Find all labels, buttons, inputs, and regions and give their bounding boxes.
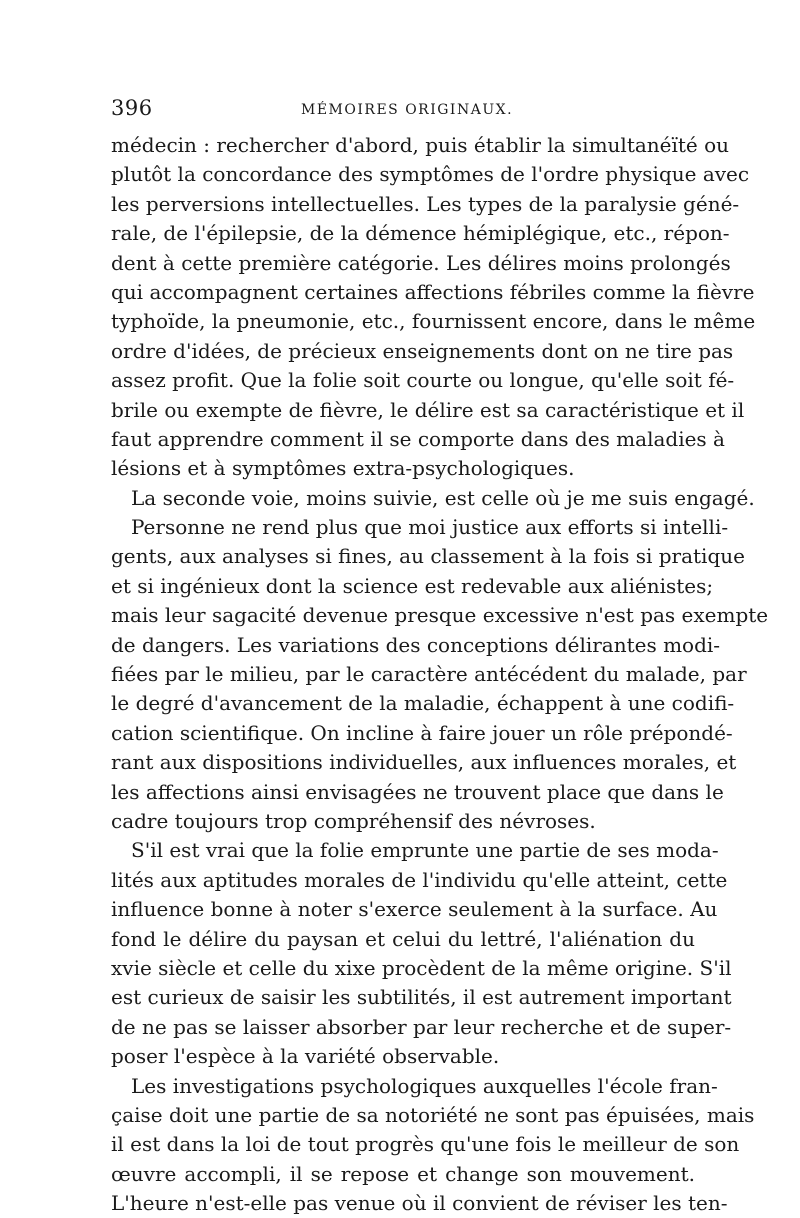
text-line: rant aux dispositions individuelles, aux influences morales, et <box>111 750 737 775</box>
text-line: poser l'espèce à la variété observable. <box>111 1044 500 1069</box>
text-line: œuvre accompli, il se repose et change son mouvement. <box>111 1161 695 1186</box>
running-title: MÉMOIRES ORIGINAUX. <box>301 102 514 118</box>
text-line: influence bonne à noter s'exerce seulement à la surface. Au <box>111 897 718 922</box>
text-line: rale, de l'épilepsie, de la démence hémiplégique, etc., répon- <box>111 221 730 246</box>
page-number: 396 <box>111 96 153 120</box>
text-line: les affections ainsi envisagées ne trouvent place que dans le <box>111 779 724 804</box>
text-line: gents, aux analyses si fines, au classement à la fois si pratique <box>111 544 745 569</box>
text-line: faut apprendre comment il se comporte dans des maladies à <box>111 426 725 451</box>
text-line: médecin : rechercher d'abord, puis établir la simultanéïté ou <box>111 133 730 157</box>
text-line: Les investigations psychologiques auxquelles l'école fran- <box>131 1073 718 1098</box>
text-line: mais leur sagacité devenue presque excessive n'est pas exempte <box>111 603 769 628</box>
text-line: fiées par le milieu, par le caractère antécédent du malade, par <box>111 662 747 687</box>
text-line: cadre toujours trop compréhensif des névroses. <box>111 808 596 833</box>
text-line: il est dans la loi de tout progrès qu'une fois le meilleur de son <box>111 1132 740 1157</box>
text-line: L'heure n'est-elle pas venue où il convient de réviser les ten- <box>111 1191 728 1216</box>
text-line: de ne pas se laisser absorber par leur recherche et de super- <box>111 1014 732 1039</box>
text-line: ordre d'idées, de précieux enseignements dont on ne tire pas <box>111 338 734 363</box>
body-text <box>111 131 769 1218</box>
text-line: les perversions intellectuelles. Les types de la paralysie géné- <box>111 191 740 216</box>
text-line: typhoïde, la pneumonie, etc., fournissent encore, dans le même <box>111 309 756 334</box>
text-line: assez profit. Que la folie soit courte ou longue, qu'elle soit fé- <box>111 368 735 393</box>
text-line: dent à cette première catégorie. Les délires moins prolongés <box>111 250 731 275</box>
text-line: le degré d'avancement de la maladie, échappent à une codifi- <box>111 691 735 716</box>
text-line: Personne ne rend plus que moi justice aux efforts si intelli- <box>131 515 729 540</box>
text-line: La seconde voie, moins suivie, est celle où je me suis engagé. <box>131 485 755 510</box>
text-line: lités aux aptitudes morales de l'individu qu'elle atteint, cette <box>111 867 728 892</box>
text-line: lésions et à symptômes extra-psychologiques. <box>111 456 575 481</box>
text-line: de dangers. Les variations des conceptions délirantes modi- <box>111 632 721 657</box>
text-line: cation scientifique. On incline à faire jouer un rôle prépondé- <box>111 720 733 745</box>
text-line: et si ingénieux dont la science est redevable aux aliénistes; <box>111 573 714 598</box>
text-line: qui accompagnent certaines affections fébriles comme la fièvre <box>111 279 755 304</box>
running-head <box>111 96 695 126</box>
text-line: est curieux de saisir les subtilités, il est autrement important <box>111 985 732 1010</box>
text-line: çaise doit une partie de sa notoriété ne sont pas épuisées, mais <box>111 1102 755 1127</box>
text-line: brile ou exempte de fièvre, le délire est sa caractéristique et il <box>111 397 745 422</box>
text-line: fond le délire du paysan et celui du lettré, l'aliénation du <box>111 926 695 951</box>
text-line: plutôt la concordance des symptômes de l'ordre physique avec <box>111 162 750 187</box>
text-line: S'il est vrai que la folie emprunte une partie de ses moda- <box>131 838 719 863</box>
text-line: xvie siècle et celle du xixe procèdent de la même origine. S'il <box>111 955 732 980</box>
